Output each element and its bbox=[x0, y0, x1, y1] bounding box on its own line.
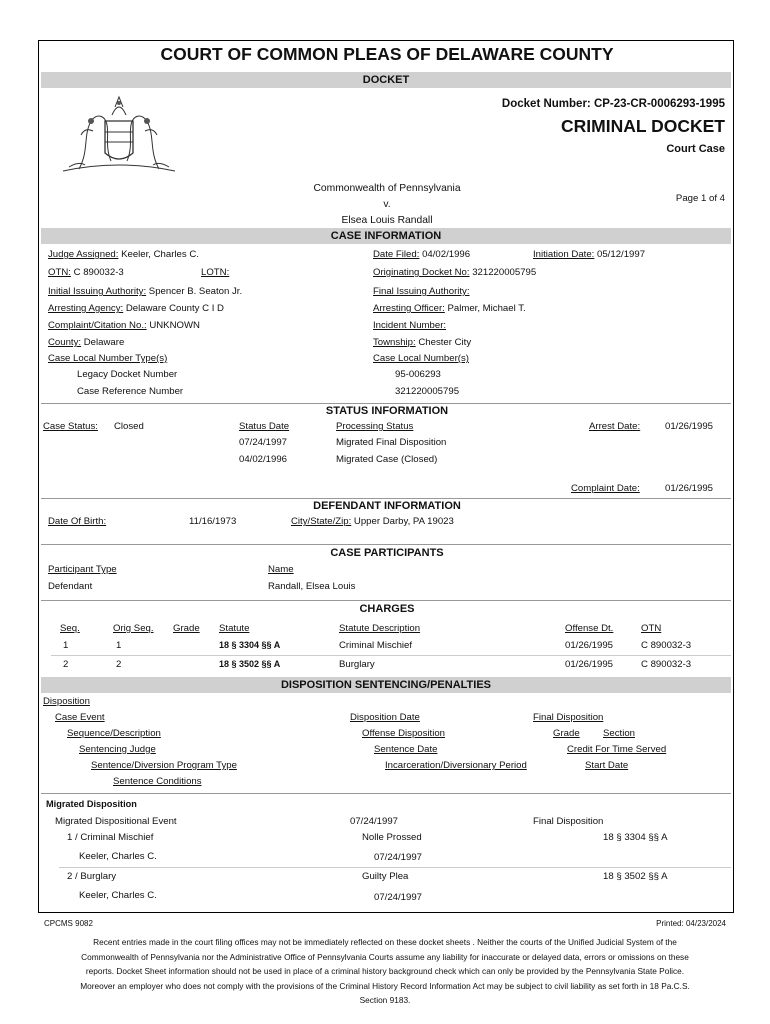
orig-docket-row: Originating Docket No: 321220005795 bbox=[373, 267, 537, 278]
participants-title: CASE PARTICIPANTS bbox=[330, 547, 444, 559]
charges-seq-header: Seq. bbox=[60, 623, 80, 634]
case-status-row: Case Status: Closed bbox=[43, 421, 144, 432]
charge-2-desc: Burglary bbox=[339, 659, 375, 670]
status-date-label: Status Date bbox=[239, 421, 290, 432]
disp-item-2-judge: Keeler, Charles C. bbox=[79, 890, 157, 901]
charge-1-seq: 1 bbox=[63, 640, 69, 651]
arrest-date-row: Arrest Date: bbox=[589, 421, 641, 432]
city-value: Upper Darby, PA 19023 bbox=[353, 516, 454, 527]
complaint-date-label: Complaint Date: bbox=[571, 483, 640, 494]
docket-number: Docket Number: CP-23-CR-0006293-1995 bbox=[501, 98, 725, 110]
township-value: Chester City bbox=[418, 337, 472, 348]
disp-item-1-date: 07/24/1997 bbox=[374, 852, 423, 863]
status-date-2: 04/02/1996 bbox=[239, 454, 288, 465]
lotn-label: LOTN: bbox=[201, 267, 230, 278]
arrest-date-value: 01/26/1995 bbox=[665, 421, 714, 432]
disp-header-conditions: Sentence Conditions bbox=[113, 776, 202, 787]
local-type-2: Case Reference Number bbox=[77, 386, 184, 397]
disp-header-section: Section bbox=[603, 728, 635, 739]
initiation-value: 05/12/1997 bbox=[597, 249, 646, 260]
disp-header-judge: Sentencing Judge bbox=[79, 744, 156, 755]
disp-header-program: Sentence/Diversion Program Type bbox=[91, 760, 237, 771]
processing-status-1: Migrated Final Disposition bbox=[336, 437, 447, 448]
date-filed-row: Date Filed: 04/02/1996 bbox=[373, 249, 471, 260]
complaint-row: Complaint/Citation No.: UNKNOWN bbox=[48, 320, 200, 331]
disp-header-credit: Credit For Time Served bbox=[567, 744, 667, 755]
processing-status-label: Processing Status bbox=[336, 421, 414, 432]
disp-header-final: Final Disposition bbox=[533, 712, 604, 723]
initial-authority-value: Spencer B. Seaton Jr. bbox=[148, 286, 243, 297]
charges-grade-header: Grade bbox=[173, 623, 200, 634]
local-types-label: Case Local Number Type(s) bbox=[48, 353, 168, 364]
orig-docket-value: 321220005795 bbox=[472, 267, 537, 278]
disposition-divider bbox=[41, 793, 731, 794]
docket-frame bbox=[38, 40, 734, 913]
participant-type: Defendant bbox=[48, 581, 93, 592]
charge-row-divider bbox=[51, 655, 731, 656]
disp-item-2-desc: 2 / Burglary bbox=[67, 871, 117, 882]
disp-item-1-desc: 1 / Criminal Mischief bbox=[67, 832, 154, 843]
docket-bar: DOCKET bbox=[41, 72, 731, 88]
disp-header-start: Start Date bbox=[585, 760, 629, 771]
disp-item-2-section: 18 § 3502 §§ A bbox=[603, 871, 668, 882]
migrated-event-date: 07/24/1997 bbox=[350, 816, 399, 827]
county-row: County: Delaware bbox=[48, 337, 125, 348]
charges-title: CHARGES bbox=[359, 603, 415, 615]
disclaimer: Recent entries made in the court filing offices may not be immediately reflected on these docket sheets . Neither the courts of the Unified Judicial System of the Commonwealth of Pennsylvania nor the Administrative Office of Pennsylvania Courts assume any liability for inaccurate or delayed data, errors or omissions on these reports. Docket Sheet information should not be used in place of a criminal history background check which can only be provided by the Pennsylvania State Police. Moreover an employer who does not comply with the provisions of the Criminal History Record Information Act may be subject to civil liability as set forth in 18 Pa.C.S. Section 9183. bbox=[80, 937, 690, 1005]
disp-header-seq-desc: Sequence/Description bbox=[67, 728, 161, 739]
date-filed-value: 04/02/1996 bbox=[422, 249, 471, 260]
disposition-bar: DISPOSITION SENTENCING/PENALTIES bbox=[41, 677, 731, 693]
disp-item-1-section: 18 § 3304 §§ A bbox=[603, 832, 668, 843]
charges-statute-header: Statute bbox=[219, 623, 250, 634]
complaint-date-value: 01/26/1995 bbox=[665, 483, 714, 494]
local-type-1: Legacy Docket Number bbox=[77, 369, 178, 380]
disp-header-sentence-date: Sentence Date bbox=[374, 744, 438, 755]
local-number-1: 95-006293 bbox=[395, 369, 441, 380]
judge-row: Judge Assigned: Keeler, Charles C. bbox=[48, 249, 199, 260]
agency-row: Arresting Agency: Delaware County C I D bbox=[48, 303, 224, 314]
local-numbers-label: Case Local Number(s) bbox=[373, 353, 469, 364]
caption-defendant: Elsea Louis Randall bbox=[341, 215, 433, 226]
status-date-1: 07/24/1997 bbox=[239, 437, 288, 448]
judge-value: Keeler, Charles C. bbox=[121, 249, 199, 260]
case-status-value: Closed bbox=[113, 421, 144, 432]
charge-2-offense: 01/26/1995 bbox=[565, 659, 614, 670]
township-row: Township: Chester City bbox=[373, 337, 472, 348]
case-information-bar: CASE INFORMATION bbox=[41, 228, 731, 244]
participants-divider bbox=[41, 544, 731, 545]
defendant-divider bbox=[41, 498, 731, 499]
disp-header-grade: Grade bbox=[553, 728, 580, 739]
disp-header-disp-date: Disposition Date bbox=[350, 712, 420, 723]
charge-2-seq: 2 bbox=[63, 659, 69, 670]
charge-1-otn: C 890032-3 bbox=[641, 640, 692, 651]
disp-item-2-date: 07/24/1997 bbox=[374, 892, 423, 903]
printed-date: Printed: 04/23/2024 bbox=[656, 919, 726, 928]
charge-1-offense: 01/26/1995 bbox=[565, 640, 614, 651]
charge-1-statute: 18 § 3304 §§ A bbox=[219, 640, 281, 650]
charges-orig-header: Orig Seq. bbox=[113, 623, 154, 634]
docket-type: CRIMINAL DOCKET bbox=[561, 116, 725, 136]
dob-value: 11/16/1973 bbox=[189, 516, 237, 527]
page-number: Page 1 of 4 bbox=[675, 193, 725, 204]
agency-value: Delaware County C I D bbox=[125, 303, 224, 314]
disp-item-1-judge: Keeler, Charles C. bbox=[79, 851, 157, 862]
migrated-disposition-title: Migrated Disposition bbox=[46, 799, 137, 809]
incident-label: Incident Number: bbox=[373, 320, 447, 331]
case-kind: Court Case bbox=[666, 143, 725, 155]
disp-item-1-disp: Nolle Prossed bbox=[362, 832, 422, 843]
charge-1-orig: 1 bbox=[116, 640, 122, 651]
charge-2-otn: C 890032-3 bbox=[641, 659, 692, 670]
initial-authority-row: Initial Issuing Authority: Spencer B. Seaton Jr. bbox=[48, 286, 243, 297]
defendant-title: DEFENDANT INFORMATION bbox=[313, 500, 461, 512]
charges-offense-header: Offense Dt. bbox=[565, 623, 614, 634]
disp-header-offense-disp: Offense Disposition bbox=[362, 728, 446, 739]
migrated-event-final: Final Disposition bbox=[533, 816, 604, 827]
processing-status-2: Migrated Case (Closed) bbox=[336, 454, 438, 465]
status-divider bbox=[41, 403, 731, 404]
pennsylvania-seal-icon bbox=[49, 91, 189, 176]
charge-2-statute: 18 § 3502 §§ A bbox=[219, 659, 281, 669]
officer-row: Arresting Officer: Palmer, Michael T. bbox=[373, 303, 526, 314]
city-row: City/State/Zip: Upper Darby, PA 19023 bbox=[291, 516, 454, 527]
status-title: STATUS INFORMATION bbox=[325, 405, 449, 417]
charges-desc-header: Statute Description bbox=[339, 623, 421, 634]
otn-value: C 890032-3 bbox=[73, 267, 124, 278]
disp-header-case-event: Case Event bbox=[55, 712, 105, 723]
form-number: CPCMS 9082 bbox=[44, 919, 93, 928]
court-title: COURT OF COMMON PLEAS OF DELAWARE COUNTY bbox=[160, 44, 614, 64]
participant-name-label: Name bbox=[268, 564, 294, 575]
participant-type-label: Participant Type bbox=[48, 564, 117, 575]
dob-label: Date Of Birth: bbox=[48, 516, 107, 527]
migrated-event: Migrated Dispositional Event bbox=[55, 816, 177, 827]
complaint-value: UNKNOWN bbox=[149, 320, 200, 331]
charge-2-orig: 2 bbox=[116, 659, 122, 670]
caption-line1: Commonwealth of Pennsylvania bbox=[313, 183, 461, 194]
caption-v: v. bbox=[383, 199, 391, 210]
county-value: Delaware bbox=[83, 337, 125, 348]
disp-item-2-disp: Guilty Plea bbox=[362, 871, 409, 882]
charges-otn-header: OTN bbox=[641, 623, 662, 634]
final-authority-label: Final Issuing Authority: bbox=[373, 286, 470, 297]
otn-row: OTN: C 890032-3 bbox=[48, 267, 124, 278]
local-number-2: 321220005795 bbox=[395, 386, 460, 397]
disp-header-disposition: Disposition bbox=[43, 696, 90, 707]
charges-divider bbox=[41, 600, 731, 601]
disp-header-period: Incarceration/Diversionary Period bbox=[385, 760, 527, 771]
charge-1-desc: Criminal Mischief bbox=[339, 640, 413, 651]
participant-name: Randall, Elsea Louis bbox=[268, 581, 356, 592]
initiation-row: Initiation Date: 05/12/1997 bbox=[533, 249, 646, 260]
officer-value: Palmer, Michael T. bbox=[447, 303, 526, 314]
disp-item-divider bbox=[59, 867, 731, 868]
